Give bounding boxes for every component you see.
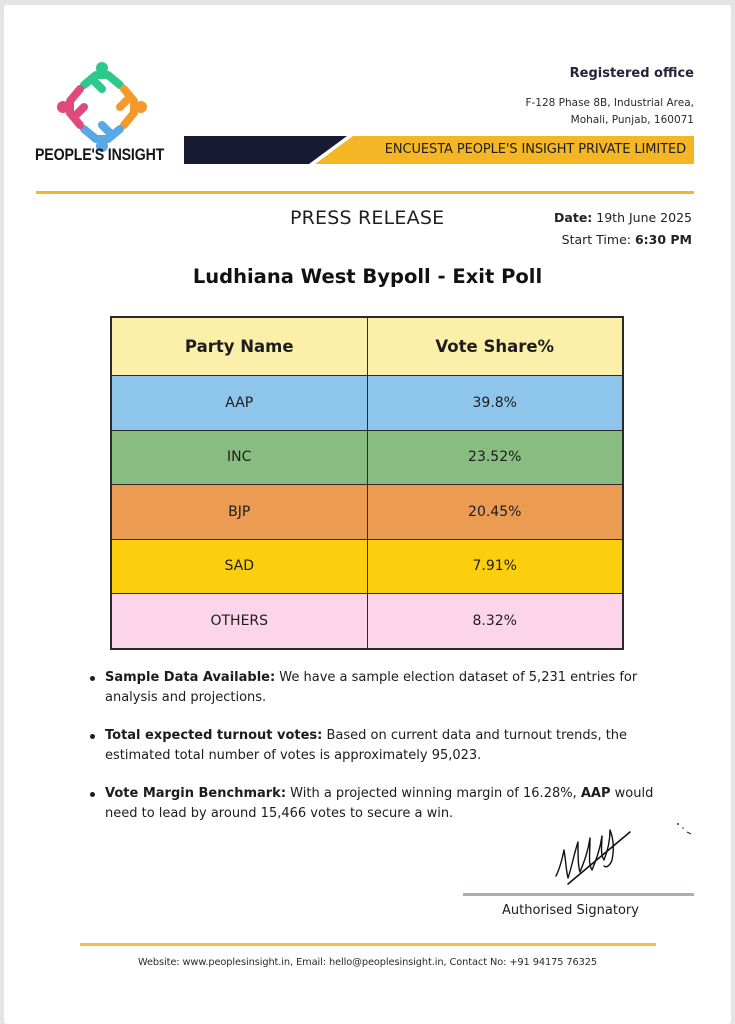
time-label: Start Time: [561, 232, 631, 247]
logo-figure-blue [84, 125, 120, 139]
bullet-label: Total expected turnout votes: [105, 728, 323, 743]
authorised-signatory-label: Authorised Signatory [502, 903, 639, 918]
release-start-time [554, 229, 692, 251]
vote-share-cell: 7.91% [367, 539, 623, 594]
party-name-cell: INC [111, 430, 367, 485]
logo-wordmark: PEOPLE'S INSIGHT [35, 146, 165, 164]
table-row [111, 539, 623, 594]
date-label: Date: [554, 210, 593, 225]
table-row [111, 376, 623, 431]
logo-head-green [96, 62, 108, 74]
header-vote-share: Vote Share% [367, 317, 623, 376]
footer-divider [80, 943, 656, 946]
bullet-label: Sample Data Available: [105, 670, 276, 685]
address-line-1: F-128 Phase 8B, Industrial Area, [525, 97, 694, 109]
logo-figure-orange [120, 89, 134, 125]
time-value: 6:30 PM [634, 232, 692, 247]
peoples-insight-logo-icon [56, 61, 148, 153]
bullet-text: We have a sample election dataset of 5,231 entries for analysis and projections. [105, 670, 638, 705]
vote-share-cell: 39.8% [367, 376, 623, 431]
header-divider [36, 191, 694, 194]
release-meta [554, 207, 692, 251]
table-header-row [111, 317, 623, 376]
registered-office-address [525, 95, 694, 129]
document-title: Ludhiana West Bypoll - Exit Poll [192, 265, 543, 288]
footer-contact: Website: www.peoplesinsight.in, Email: hello@peoplesinsight.in, Contact No: +91 94175 76325 [137, 957, 598, 968]
release-date [554, 207, 692, 229]
bullet-turnout [88, 726, 668, 766]
table-row [111, 430, 623, 485]
bullet-sample-data [88, 668, 668, 708]
vote-share-cell: 8.32% [367, 594, 623, 649]
header-party-name: Party Name [111, 317, 367, 376]
party-name-cell: OTHERS [111, 594, 367, 649]
logo-figure-pink [70, 89, 84, 125]
party-name-cell: BJP [111, 485, 367, 540]
press-release-label: PRESS RELEASE [290, 207, 445, 229]
handwritten-signature [548, 810, 638, 890]
address-line-2: Mohali, Punjab, 160071 [570, 114, 694, 126]
vote-share-table [110, 316, 624, 650]
logo-figure-green [84, 75, 120, 89]
vote-share-cell: 23.52% [367, 430, 623, 485]
logo-head-pink [57, 101, 69, 113]
logo-head-orange [135, 101, 147, 113]
ink-specks [675, 820, 695, 840]
signature-line [463, 893, 694, 896]
company-name: ENCUESTA PEOPLE'S INSIGHT PRIVATE LIMITED [384, 142, 686, 157]
date-value: 19th June 2025 [596, 210, 692, 225]
bullet-text-after: would need to lead by around 15,466 votes to secure a win. [105, 786, 654, 821]
table-row [111, 594, 623, 649]
bullet-text: Based on current data and turnout trends, the estimated total number of votes is approximately 95,023. [105, 728, 628, 763]
table-row [111, 485, 623, 540]
bullet-text: With a projected winning margin of 16.28%, [286, 786, 581, 801]
party-name-cell: SAD [111, 539, 367, 594]
registered-office-title: Registered office [569, 66, 694, 81]
bullet-label: Vote Margin Benchmark: [105, 786, 287, 801]
party-name-cell: AAP [111, 376, 367, 431]
bullet-party: AAP [580, 786, 611, 801]
vote-share-cell: 20.45% [367, 485, 623, 540]
company-banner [184, 136, 694, 164]
